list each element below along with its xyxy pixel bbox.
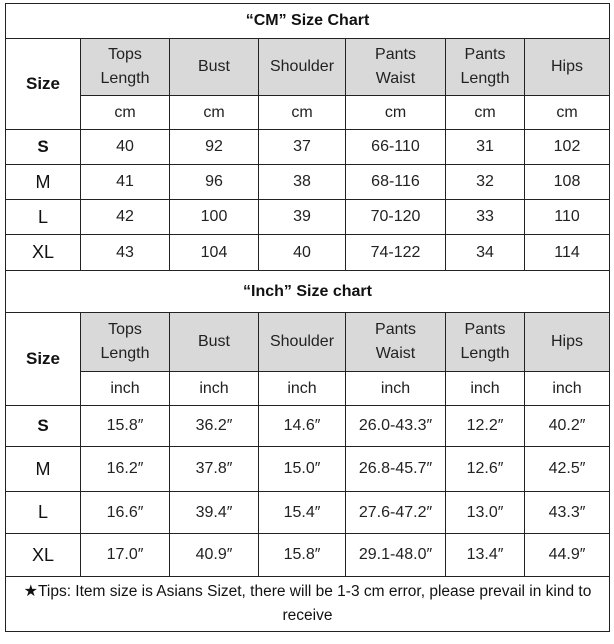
inch-unit: inch	[259, 372, 346, 406]
cm-col-header	[259, 39, 346, 96]
size-chart	[5, 3, 609, 639]
inch-header-row	[6, 313, 610, 372]
cm-col-header-line1: Shoulder	[269, 58, 335, 75]
value-cell: 104	[170, 235, 259, 271]
value-cell: 12.6″	[446, 447, 525, 492]
value-cell: 16.6″	[81, 492, 170, 534]
inch-chart-title: “Inch” Size chart	[6, 271, 610, 313]
inch-unit: inch	[170, 372, 259, 406]
value-cell: 108	[525, 165, 610, 200]
inch-unit: inch	[346, 372, 446, 406]
value-cell: 100	[170, 200, 259, 235]
value-cell: 37.8″	[170, 447, 259, 492]
size-cell: XL	[6, 534, 81, 577]
cm-col-header	[81, 39, 170, 96]
inch-col-header	[446, 313, 525, 372]
cm-col-header-line2: Length	[100, 70, 150, 87]
value-cell: 33	[446, 200, 525, 235]
tips-text: Tips: Item size is Asians Sizet, there will be 1-3 cm error, please prevail in kind to receive	[37, 583, 592, 624]
value-cell: 29.1-48.0″	[346, 534, 446, 577]
cm-unit: cm	[346, 96, 446, 130]
value-cell: 40.9″	[170, 534, 259, 577]
value-cell: 31	[446, 130, 525, 165]
cm-unit: cm	[446, 96, 525, 130]
inch-col-header-line1: Pants	[375, 321, 416, 338]
value-cell: 114	[525, 235, 610, 271]
value-cell: 13.0″	[446, 492, 525, 534]
value-cell: 15.0″	[259, 447, 346, 492]
inch-col-header	[346, 313, 446, 372]
value-cell: 27.6-47.2″	[346, 492, 446, 534]
value-cell: 40	[259, 235, 346, 271]
inch-unit-row	[6, 372, 610, 406]
cm-unit: cm	[525, 96, 610, 130]
cm-col-header-line1: Tops	[108, 46, 142, 63]
value-cell: 70-120	[346, 200, 446, 235]
value-cell: 39.4″	[170, 492, 259, 534]
value-cell: 16.2″	[81, 447, 170, 492]
cm-header-row	[6, 39, 610, 96]
size-cell: S	[6, 406, 81, 447]
value-cell: 43	[81, 235, 170, 271]
value-cell: 66-110	[346, 130, 446, 165]
table-row	[6, 165, 610, 200]
value-cell: 15.4″	[259, 492, 346, 534]
inch-col-header-line1: Pants	[464, 321, 506, 338]
inch-col-header-line1: Hips	[550, 333, 583, 350]
inch-col-header	[81, 313, 170, 372]
value-cell: 34	[446, 235, 525, 271]
value-cell: 40.2″	[525, 406, 610, 447]
inch-col-header-line1: Bust	[197, 333, 230, 350]
value-cell: 110	[525, 200, 610, 235]
table-row	[6, 534, 610, 577]
inch-col-header-line2: Length	[460, 345, 510, 362]
size-cell: M	[6, 447, 81, 492]
value-cell: 102	[525, 130, 610, 165]
cm-size-header: Size	[6, 39, 81, 130]
value-cell: 15.8″	[259, 534, 346, 577]
inch-col-header-line1: Shoulder	[269, 333, 335, 350]
inch-col-header-line1: Tops	[108, 321, 142, 338]
cm-col-header-line1: Bust	[197, 58, 230, 75]
inch-col-header	[259, 313, 346, 372]
value-cell: 43.3″	[525, 492, 610, 534]
value-cell: 12.2″	[446, 406, 525, 447]
value-cell: 26.8-45.7″	[346, 447, 446, 492]
cm-col-header	[170, 39, 259, 96]
value-cell: 92	[170, 130, 259, 165]
cm-col-header-line1: Hips	[550, 58, 583, 75]
cm-unit: cm	[170, 96, 259, 130]
size-cell: L	[6, 200, 81, 235]
cm-unit: cm	[81, 96, 170, 130]
value-cell: 38	[259, 165, 346, 200]
value-cell: 44.9″	[525, 534, 610, 577]
cm-col-header	[346, 39, 446, 96]
inch-col-header	[525, 313, 610, 372]
value-cell: 41	[81, 165, 170, 200]
value-cell: 37	[259, 130, 346, 165]
cm-col-header-line1: Pants	[464, 46, 506, 63]
size-chart-table	[5, 3, 610, 632]
tips-note	[6, 577, 610, 632]
inch-unit: inch	[81, 372, 170, 406]
value-cell: 14.6″	[259, 406, 346, 447]
cm-unit-row	[6, 96, 610, 130]
value-cell: 96	[170, 165, 259, 200]
value-cell: 36.2″	[170, 406, 259, 447]
cm-chart-title: “CM” Size Chart	[6, 4, 610, 39]
value-cell: 42	[81, 200, 170, 235]
table-row	[6, 235, 610, 271]
value-cell: 13.4″	[446, 534, 525, 577]
value-cell: 15.8″	[81, 406, 170, 447]
value-cell: 32	[446, 165, 525, 200]
inch-unit: inch	[446, 372, 525, 406]
value-cell: 39	[259, 200, 346, 235]
value-cell: 26.0-43.3″	[346, 406, 446, 447]
star-icon: ★	[23, 583, 38, 600]
inch-col-header-line2: Length	[100, 345, 150, 362]
table-row	[6, 130, 610, 165]
size-cell: M	[6, 165, 81, 200]
inch-col-header-line2: Waist	[375, 345, 416, 362]
cm-col-header-line2: Waist	[375, 70, 416, 87]
size-cell: L	[6, 492, 81, 534]
size-cell: S	[6, 130, 81, 165]
value-cell: 68-116	[346, 165, 446, 200]
table-row	[6, 406, 610, 447]
value-cell: 42.5″	[525, 447, 610, 492]
table-row	[6, 200, 610, 235]
table-row	[6, 447, 610, 492]
value-cell: 17.0″	[81, 534, 170, 577]
value-cell: 74-122	[346, 235, 446, 271]
cm-col-header	[446, 39, 525, 96]
cm-col-header	[525, 39, 610, 96]
inch-col-header	[170, 313, 259, 372]
cm-col-header-line2: Length	[460, 70, 510, 87]
value-cell: 40	[81, 130, 170, 165]
table-row	[6, 492, 610, 534]
size-cell: XL	[6, 235, 81, 271]
inch-unit: inch	[525, 372, 610, 406]
inch-size-header: Size	[6, 313, 81, 406]
cm-col-header-line1: Pants	[375, 46, 416, 63]
cm-unit: cm	[259, 96, 346, 130]
